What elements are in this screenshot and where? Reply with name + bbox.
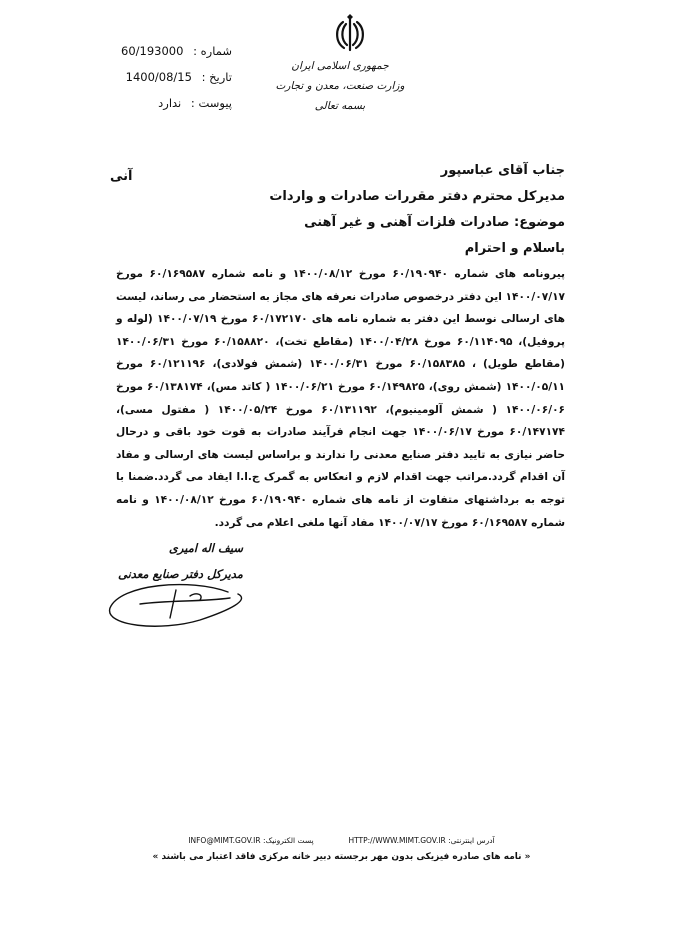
letter-attachment-label: پیوست :: [190, 96, 232, 110]
footer-contacts: [120, 834, 563, 848]
ministry-country: جمهوری اسلامی ایران: [291, 60, 389, 72]
letter-meta: [72, 38, 232, 116]
recipient-block: [145, 158, 565, 262]
footer-email[interactable]: INFO@MIMT.GOV.IR: [188, 836, 261, 845]
handwritten-signature-icon: [100, 570, 260, 640]
urgency-label: آنی: [110, 169, 133, 184]
ministry-header: [270, 56, 410, 116]
letter-date-value: 1400/08/15: [125, 70, 192, 84]
footer-website[interactable]: HTTP://WWW.MIMT.GOV.IR: [348, 836, 446, 845]
letter-greeting: باسلام و احترام: [464, 241, 565, 256]
letter-subject: موضوع: صادرات فلزات آهنی و غیر آهنی: [304, 215, 565, 230]
letter-body: پیرونامه های شماره ۶۰/۱۹۰۹۴۰ مورخ ۱۴۰۰/۰۸/۱۲ و نامه شماره ۶۰/۱۶۹۵۸۷ مورخ ۱۴۰۰/۰۷/۱۷ این دفتر درخصوص صادرات نعرفه های مجاز به استحضار می رساند، لیست های ارسالی نوسط این دفتر به شماره نامه های ۶۰/۱۷۲۱۷۰ مورخ ۱۴۰۰/۰۷/۱۹ (لوله و پروفیل)، ۶۰/۱۱۴۰۹۵ مورخ ۱۴۰۰/۰۴/۲۸ (مقاطع تخت)، ۶۰/۱۵۸۸۲۰ مورخ ۱۴۰۰/۰۶/۳۱ (مقاطع طویل) ، ۶۰/۱۵۸۳۸۵ مورخ ۱۴۰۰/۰۶/۳۱ (شمش فولادی)، ۶۰/۱۲۱۱۹۶ مورخ ۱۴۰۰/۰۵/۱۱ (شمش روی)، ۶۰/۱۴۹۸۲۵ مورخ ۱۴۰۰/۰۶/۲۱ ( کاتد مس)، ۶۰/۱۳۸۱۷۴ مورخ ۱۴۰۰/۰۶/۰۶ ( شمش آلومینیوم)، ۶۰/۱۳۱۱۹۲ مورخ ۱۴۰۰/۰۵/۲۴ ( مفتول مسی)، ۶۰/۱۴۷۱۷۴ مورخ ۱۴۰۰/۰۶/۱۷ جهت انجام فرآیند صادرات به قوت خود باقی و درحال حاضر نیازی به تایید دفتر صنایع معدنی را ندارند و براساس لیست های ارسالی و مفاد آن اقدام گردد.مراتب جهت اقدام لازم و انعکاس به گمرک ج.ا.ا ایفاد می گردد.ضمنا با توجه به برداشتهای متفاوت از نامه های شماره ۶۰/۱۹۰۹۴۰ مورخ ۱۴۰۰/۰۸/۱۲ و نامه شماره ۶۰/۱۶۹۵۸۷ مورخ ۱۴۰۰/۰۷/۱۷ مفاد آنها ملغی اعلام می گردد.: [115, 268, 566, 529]
letter-number-label: شماره :: [193, 44, 232, 58]
letter-footer: [120, 834, 563, 866]
letter-date: [72, 64, 232, 90]
recipient-title: مدیرکل محترم دفتر مقررات صادرات و واردات: [269, 189, 565, 204]
recipient-name: جناب آقای عباسپور: [440, 163, 565, 178]
iran-emblem-icon: [331, 14, 369, 54]
letter-number-value: 60/193000: [121, 44, 184, 58]
ministry-name: وزارت صنعت، معدن و تجارت: [275, 80, 405, 92]
letter-attachment: [72, 90, 232, 116]
letter-date-label: تاریخ :: [201, 70, 232, 84]
footer-notice: « نامه های صادره فیزیکی بدون مهر برجسته دبیر خانه مرکزی فاقد اعتبار می باشند »: [152, 852, 531, 862]
letter-number: [72, 38, 232, 64]
footer-email-label: پست الکترونیک:: [263, 836, 314, 845]
footer-website-label: آدرس اینترنتی:: [448, 836, 495, 845]
signer-name: سیف اله امیری: [168, 541, 243, 555]
letter-attachment-value: ندارد: [158, 96, 182, 110]
ministry-basmala: بسمه تعالی: [314, 100, 366, 112]
signer-title: مدیرکل دفتر صنایع معدنی: [118, 567, 243, 581]
